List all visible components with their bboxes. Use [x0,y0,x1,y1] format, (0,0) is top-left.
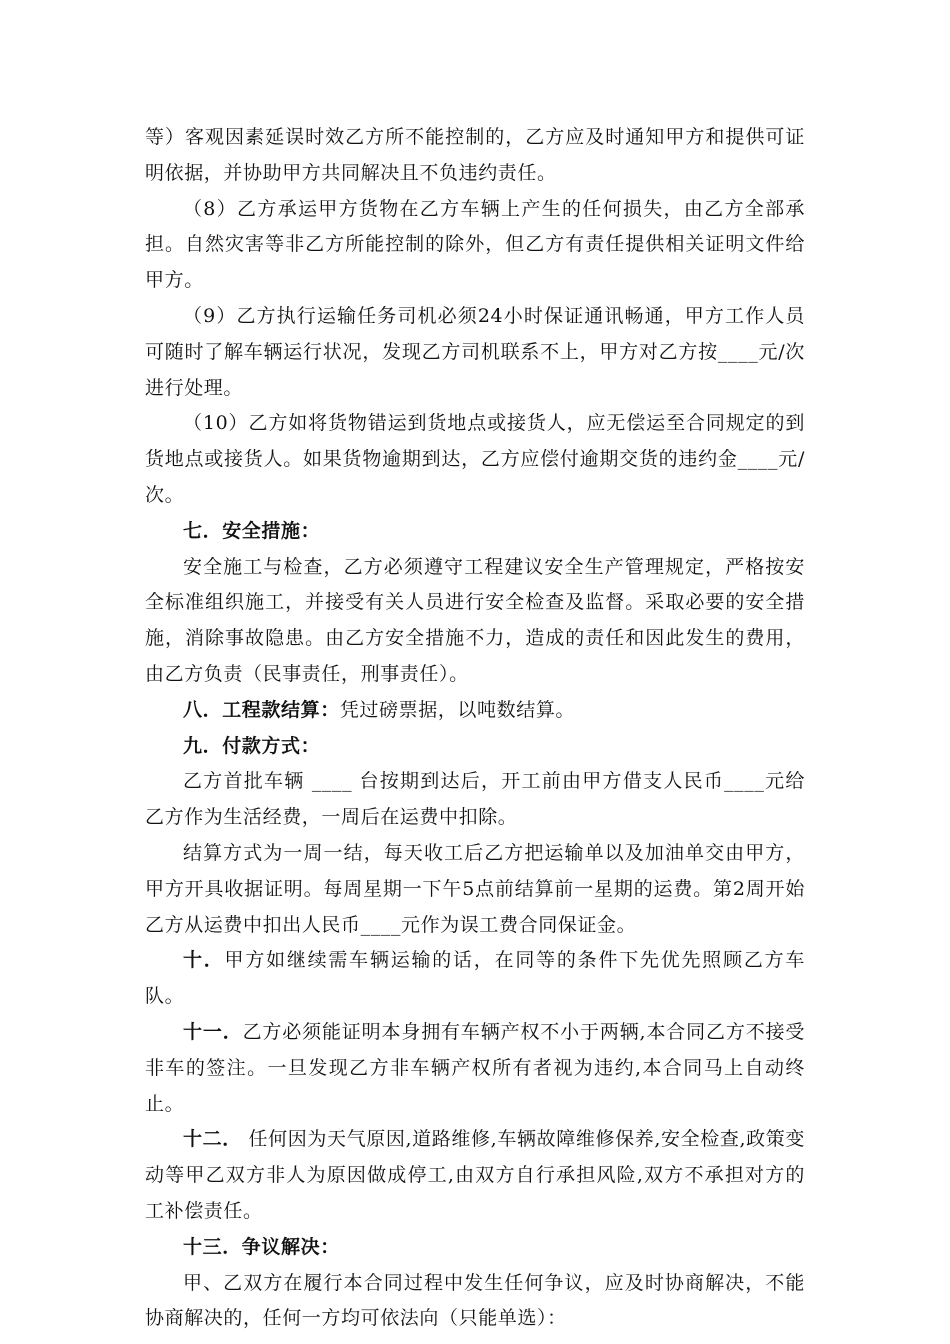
section-12 [145,1122,805,1229]
document-page [145,120,805,1337]
section-11 [145,1015,805,1122]
safety-measures-text: 安全施工与检查，乙方必须遵守工程建议安全生产管理规定，严格按安全标准组织施工，并接受有关人员进行安全检查及监督。采取必要的安全措施，消除事故隐患。由乙方安全措施不力，造成的责任和因此发生的费用，由乙方负责（民事责任，刑事责任）。 [145,555,805,685]
clause-8: （8）乙方承运甲方货物在乙方车辆上产生的任何损失，由乙方全部承担。自然灾害等非乙方所能控制的除外，但乙方有责任提供相关证明文件给甲方。 [145,197,805,292]
section-8-text: 凭过磅票据，以吨数结算。 [339,698,576,721]
section-10-heading: 十． [183,949,225,972]
clause-10: （10）乙方如将货物错运到货地点或接货人，应无偿运至合同规定的到货地点或接货人。如果货物逾期到达，乙方应偿付逾期交货的违约金____元/次。 [145,412,805,506]
dispute-text: 甲、乙双方在履行本合同过程中发生任何争议，应及时协商解决，不能协商解决的，任何一方均可依法向（只能单选）： [145,1271,805,1330]
section-10-text: 甲方如继续需车辆运输的话，在同等的条件下先优先照顾乙方车队。 [145,949,805,1008]
section-11-text: 乙方必须能证明本身拥有车辆产权不小于两辆,本合同乙方不接受非车的签注。一旦发现乙方非车辆产权所有者视为违约,本合同马上自动终止。 [145,1020,805,1115]
section-9-heading: 九．付款方式： [183,734,321,757]
section-12-heading: 十二． [183,1128,242,1151]
paragraph-continued: 等）客观因素延误时效乙方所不能控制的，乙方应及时通知甲方和提供可证明依据，并协助甲方共同解决且不负违约责任。 [145,126,805,184]
payment-text-1: 乙方首批车辆 ____ 台按期到达后，开工前由甲方借支人民币____元给乙方作为生活经费，一周后在运费中扣除。 [145,770,805,829]
section-8-heading: 八．工程款结算： [183,698,340,721]
section-11-heading: 十一． [183,1020,243,1043]
payment-text-2: 结算方式为一周一结，每天收工后乙方把运输单以及加油单交由甲方，甲方开具收据证明。每周星期一下午5点前结算前一星期的运费。第2周开始乙方从运费中扣出人民币____元作为误工费合同保证金。 [145,841,805,936]
clause-9: （9）乙方执行运输任务司机必须24小时保证通讯畅通，甲方工作人员可随时了解车辆运行状况，发现乙方司机联系不上，甲方对乙方按____元/次进行处理。 [145,304,805,399]
section-8 [145,693,805,729]
section-12-text: 任何因为天气原因,道路维修,车辆故障维修保养,安全检查,政策变动等甲乙双方非人为原因做成停工,由双方自行承担风险,双方不承担对方的工补偿责任。 [145,1128,805,1222]
section-7-heading: 七．安全措施： [183,519,321,542]
section-13-heading: 十三．争议解决： [183,1235,340,1258]
section-10 [145,943,805,1015]
